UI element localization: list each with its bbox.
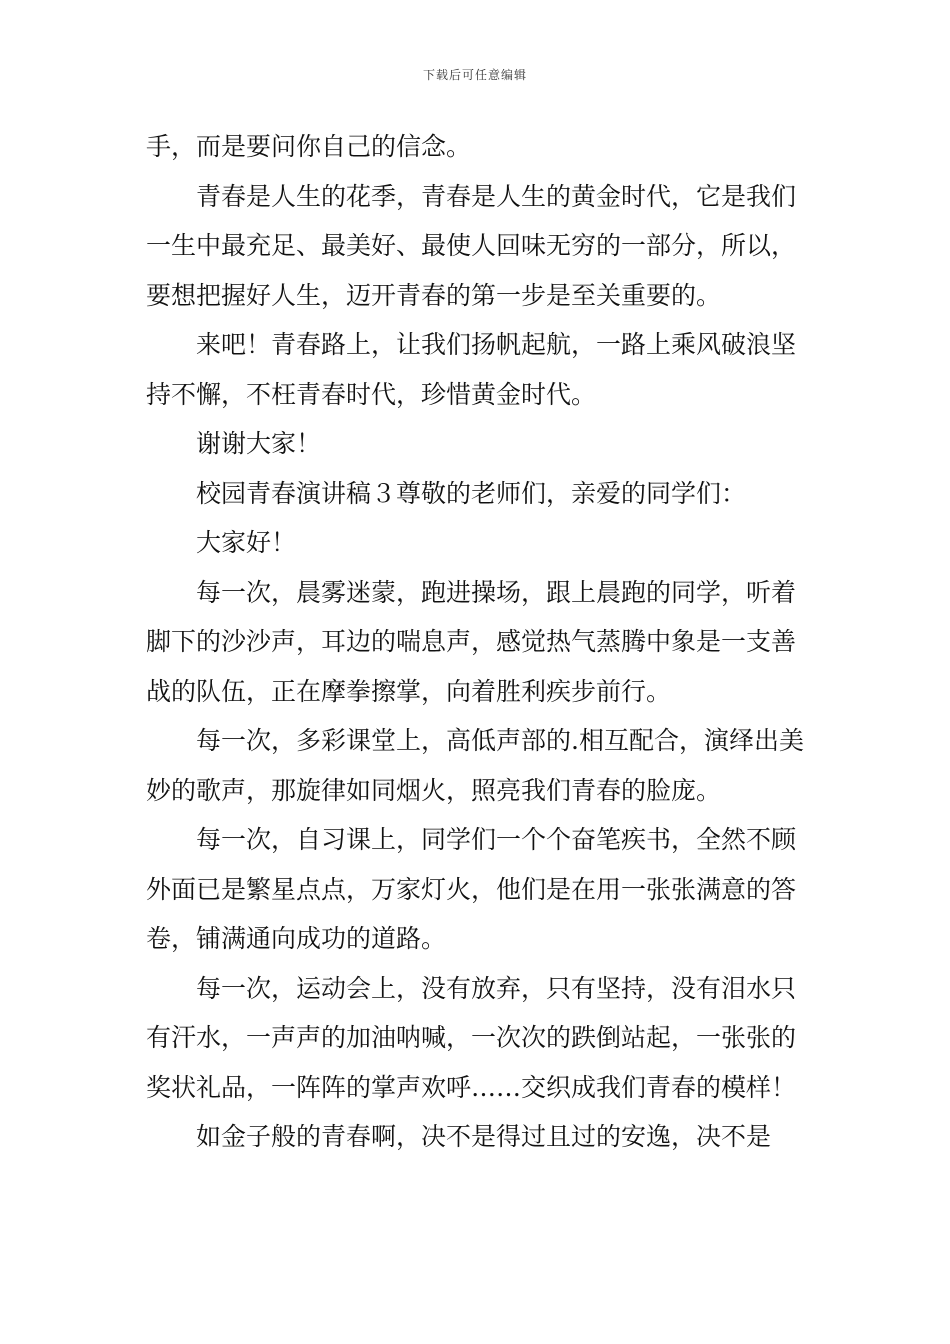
document-body bbox=[146, 122, 810, 1162]
paragraph: 大家好！ bbox=[196, 528, 297, 557]
page-header: 下载后可任意编辑 bbox=[422, 68, 527, 82]
paragraph: 每一次，运动会上，没有放弃，只有坚持，没有泪水只有汗水，一声声的加油呐喊，一次次的跌倒站起，一张张的奖状礼品，一阵阵的掌声欢呼……交织成我们青春的模样！ bbox=[146, 973, 797, 1102]
paragraph: 如金子般的青春啊，决不是得过且过的安逸，决不是 bbox=[196, 1122, 772, 1151]
paragraph: 校园青春演讲稿３尊敬的老师们，亲爱的同学们： bbox=[196, 478, 747, 508]
paragraph: 每一次，多彩课堂上，高低声部的.相互配合，演绎出美妙的歌声，那旋律如同烟火，照亮我们青春的脸庞。 bbox=[146, 726, 804, 805]
paragraph: 来吧！青春路上，让我们扬帆起航，一路上乘风破浪坚持不懈，不枉青春时代，珍惜黄金时代。 bbox=[146, 330, 797, 409]
paragraph: 每一次，自习课上，同学们一个个奋笔疾书，全然不顾外面已是繁星点点，万家灯火，他们是在用一张张满意的答卷，铺满通向成功的道路。 bbox=[146, 825, 797, 953]
paragraph: 青春是人生的花季，青春是人生的黄金时代，它是我们一生中最充足、最美好、最使人回味无穷的一部分，所以，要想把握好人生，迈开青春的第一步是至关重要的。 bbox=[146, 181, 797, 310]
paragraph: 谢谢大家！ bbox=[196, 429, 322, 458]
paragraph: 每一次，晨雾迷蒙，跑进操场，跟上晨跑的同学，听着脚下的沙沙声，耳边的喘息声，感觉热气蒸腾中象是一支善战的队伍，正在摩拳擦掌，向着胜利疾步前行。 bbox=[146, 577, 797, 706]
paragraph: 手，而是要问你自己的信念。 bbox=[146, 132, 472, 161]
